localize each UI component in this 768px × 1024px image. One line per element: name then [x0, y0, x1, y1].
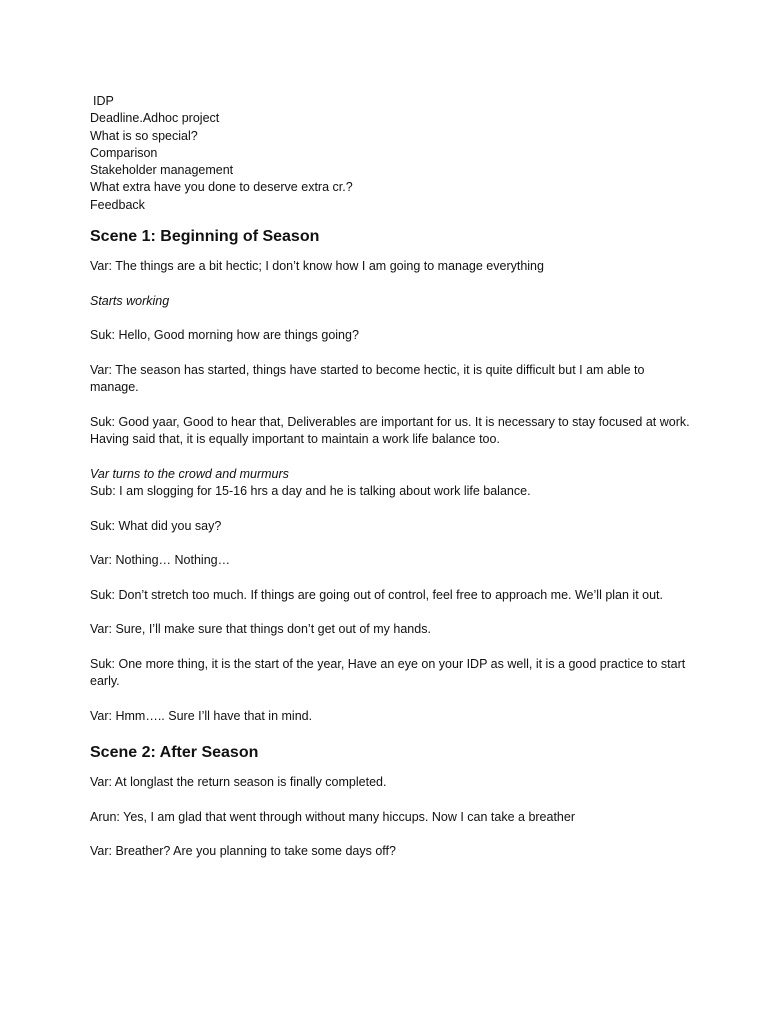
- stage-direction: Starts working: [90, 293, 170, 308]
- dialogue-line: Sub: I am slogging for 15-16 hrs a day and he is talking about work life balance.: [90, 484, 531, 499]
- topic-item: Comparison: [90, 145, 158, 160]
- stage-direction: Var turns to the crowd and murmurs: [90, 466, 289, 481]
- dialogue-line: Var: Hmm….. Sure I’ll have that in mind.: [90, 708, 313, 723]
- dialogue-line: Var: The season has started, things have started to become hectic, it is quite difficult but I am able to manage.: [90, 362, 645, 395]
- topic-item: Feedback: [90, 197, 145, 212]
- topic-item: What extra have you done to deserve extra cr.?: [90, 180, 353, 195]
- dialogue-line: Arun: Yes, I am glad that went through without many hiccups. Now I can take a breather: [90, 809, 575, 824]
- topic-list: [90, 93, 690, 214]
- dialogue-line: Var: At longlast the return season is finally completed.: [90, 775, 387, 790]
- dialogue-line: Suk: Don’t stretch too much. If things are going out of control, feel free to approach me. We’ll plan it out.: [90, 587, 663, 602]
- topic-item: Deadline.Adhoc project: [90, 111, 220, 126]
- scene1-heading: Scene 1: Beginning of Season: [90, 228, 320, 246]
- topic-item: IDP: [93, 94, 114, 108]
- dialogue-line: Var: The things are a bit hectic; I don’t know how I am going to manage everything: [90, 259, 544, 274]
- dialogue-line: Suk: Hello, Good morning how are things going?: [90, 328, 359, 343]
- dialogue-line: Var: Nothing… Nothing…: [90, 553, 231, 568]
- topic-item: What is so special?: [90, 128, 198, 143]
- dialogue-line: Var: Breather? Are you planning to take some days off?: [90, 844, 396, 859]
- document-page: [90, 93, 690, 878]
- scene2-heading: Scene 2: After Season: [90, 744, 259, 762]
- dialogue-line: Suk: Good yaar, Good to hear that, Deliverables are important for us. It is necessary to stay focused at work. Having said that, it is equally important to maintain a work life balance too.: [90, 414, 690, 447]
- topic-item: Stakeholder management: [90, 163, 234, 178]
- dialogue-line: Var: Sure, I’ll make sure that things don’t get out of my hands.: [90, 622, 431, 637]
- dialogue-line: Suk: One more thing, it is the start of the year, Have an eye on your IDP as well, it is a good practice to start early.: [90, 656, 686, 689]
- dialogue-line: Suk: What did you say?: [90, 518, 222, 533]
